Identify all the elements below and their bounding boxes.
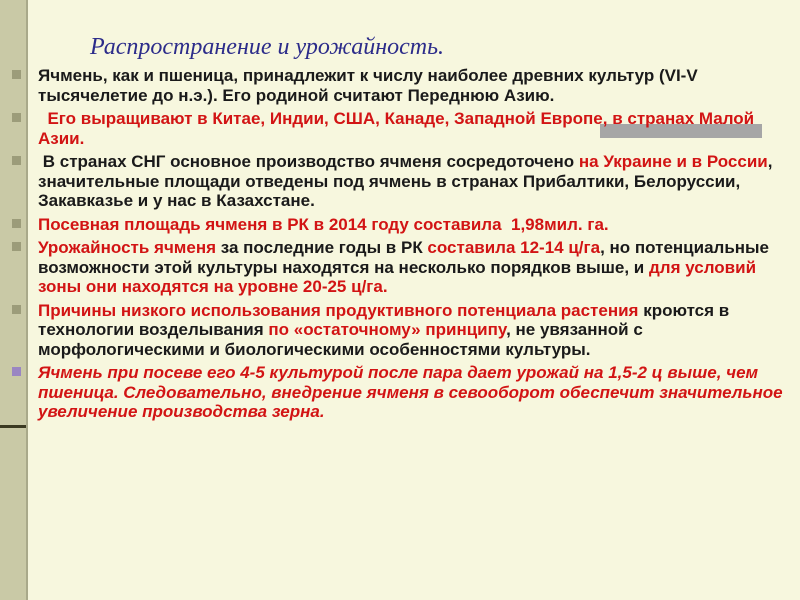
bullet-text: , значительные площади отведены под ячмень в странах Прибалтики, Белоруссии, Закавказье и у нас в Казахстане. <box>38 152 773 210</box>
bullet-highlight: составила 12-14 ц/га <box>427 238 601 257</box>
bullet-low-productivity-reasons <box>12 301 788 360</box>
bullet-highlight: по «остаточному» принципу <box>268 320 507 339</box>
square-bullet-icon <box>12 367 21 376</box>
bullet-highlight: на Украине и в России <box>578 152 768 171</box>
slide-title: Распространение и урожайность. <box>90 34 445 60</box>
square-bullet-icon <box>12 219 21 228</box>
bullet-cultivation-countries <box>12 109 788 148</box>
bullet-crop-rotation-conclusion <box>12 363 788 422</box>
bullet-text: В странах СНГ основное производство ячменя сосредоточено <box>38 152 579 171</box>
bullet-highlight: для условий зоны они находятся на уровне 20-25 ц/га. <box>38 257 757 296</box>
square-bullet-icon <box>12 242 21 251</box>
square-bullet-icon <box>12 156 21 165</box>
bullet-text: Его выращивают в Китае, Индии, США, Канаде, Западной Европе, в странах Малой Азии. <box>38 109 759 148</box>
bullet-text: , но потенциальные возможности этой культуры находятся на несколько порядков выше, и <box>38 238 770 277</box>
bullet-text: за последние годы в РК <box>216 238 428 257</box>
bullet-text: кроются в технологии возделывания <box>38 300 734 339</box>
square-bullet-icon <box>12 70 21 79</box>
bullet-text: , не увязанной с морфологическими и биологическими особенностями культуры. <box>38 320 643 359</box>
bullet-highlight: Причины низкого использования продуктивного потенциала растения <box>38 300 639 320</box>
bullet-yield <box>12 238 788 297</box>
square-bullet-icon <box>12 305 21 314</box>
bullet-text: Ячмень при посеве его 4-5 культурой после пара дает урожай на 1,5-2 ц выше, чем пшеница. Следовательно, внедрение ячменя в севооборот обеспечит значительное увеличение производства зерна. <box>38 363 783 421</box>
bullet-cis-production <box>12 152 788 211</box>
bullet-list <box>12 66 788 426</box>
square-bullet-icon <box>12 113 21 122</box>
bullet-origin <box>12 66 788 105</box>
bullet-text: Посевная площадь ячменя в РК в 2014 году составила 1,98мил. га. <box>38 214 609 234</box>
bullet-sowing-area <box>12 215 788 235</box>
bullet-highlight: Урожайность ячменя <box>38 238 217 257</box>
bullet-text: Ячмень, как и пшеница, принадлежит к числу наиболее древних культур (VI-V тысячелетие до н.э.). Его родиной считают Переднюю Азию. <box>38 66 698 105</box>
